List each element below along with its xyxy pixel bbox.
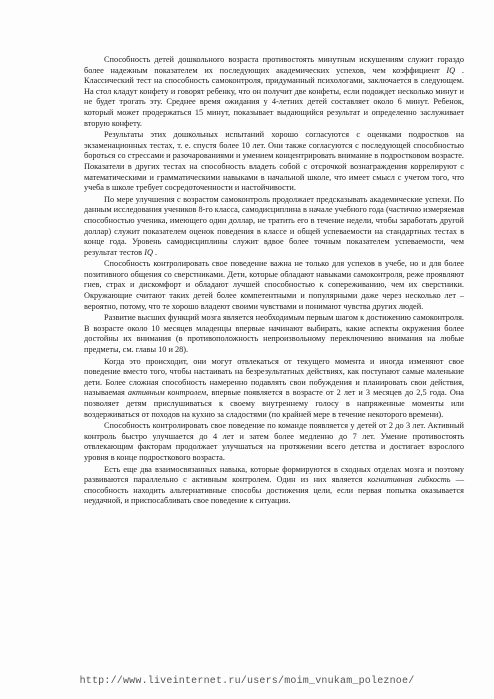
document-body	[84, 55, 464, 508]
paragraph: Способность контролировать свое поведение важна не только для успехов в учебе, но и для более позитивного общения со сверстниками. Дети, которые обладают навыками самоконтроля, реже проявляют гнев, страх и дискомфорт и обладают лучшей способностью к сопереживанию, чем их сверстники. Окружающие считают таких детей более компетентными и популярными даже через несколько лет – вероятно, потому, что те хорошо владеют своими чувствами и понимают чувства других людей.	[84, 259, 464, 311]
paragraph: Результаты этих дошкольных испытаний хорошо согласуются с оценками подростков на экзаменационных тестах, т. е. спустя более 10 лет. Они также согласуются с последующей способностью бороться со стрессами и разочарованиями и умением концентрировать внимание в подростковом возрасте. Показатели в других тестах на способность владеть собой с отсрочкой вознаграждения коррелируют с математическими и грамматическими навыками в начальной школе, что имеет смысл с учетом того, что учеба в школе требует сосредоточенности и настойчивости.	[84, 130, 464, 193]
paragraph: Способность контролировать свое поведение по команде появляется у детей от 2 до 3 лет. Активный контроль быстро улучшается до 4 лет и затем более медленно до 7 лет. Умение противостоять отвлекающим факторам продолжает улучшаться на протяжении всего детства и достигает взрослого уровня в конце подросткового возраста.	[84, 421, 464, 462]
paragraph: Развитие высших функций мозга является необходимым первым шагом к достижению самоконтроля. В возрасте около 10 месяцев младенцы впервые начинают выбирать, какие аспекты окружения более достойны их внимания (в противоположность непроизвольному переключению внимания на любые предметы, см. главы 10 и 28).	[84, 313, 464, 355]
source-url[interactable]: http://www.liveinternet.ru/users/moim_vnukam_poleznoe/	[79, 676, 415, 687]
paragraph: Когда это происходит, они могут отвлекаться от текущего момента и иногда изменяют свое поведение вместо того, чтобы настаивать на безрезультатных действиях, как поступают самые маленькие дети. Более сложная способность намеренно подавлять свои побуждения и планировать свои действия, называемая активным контролем, впервые появляется в возрасте от 2 лет и 3 месяцев до 2,5 года. Она позволяет детям прислушиваться к своему внутреннему голосу в напряженные моменты или воздерживаться от походов на кухню за сладостями (по крайней мере в течение некоторого времени).	[84, 356, 464, 419]
paragraph: Есть еще два взаимосвязанных навыка, которые формируются в сходных отделах мозга и поэтому развиваются параллельно с активным контролем. Один из них является когнитивная гибкость — способность находить альтернативные способы достижения цели, если первая попытка оказывается неудачной, и приспосабливать свое поведение к ситуации.	[84, 464, 465, 506]
paragraph: Способность детей дошкольного возраста противостоять минутным искушениям служит гораздо более надежным показателем их последующих академических успехов, чем коэффициент IQ . Классический тест на способность самоконтроля, придуманный психологами, заключается в следующем. На стол кладут конфету и говорят ребенку, что он получит две конфеты, если подождет несколько минут и не будет трогать эту. Среднее время ожидания у 4-летних детей составляет около 6 минут. Ребенок, который может продержаться 15 минут, показывает выдающийся результат и определенно заслуживает вторую конфету.	[84, 55, 464, 128]
paragraph: По мере улучшения с возрастом самоконтроль продолжает предсказывать академические успехи. По данным исследования учеников 8-го класса, самодисциплина в начале учебного года (частично измеряемая способностью ученика, имеющего один доллар, не тратить его в течение недели, чтобы заработать другой доллар) служит показателем оценок поведения в классе и общей успеваемости на стандартных тестах в конце года. Уровень самодисциплины служит вдвое более точным показателем успеваемости, чем результат тестов IQ .	[84, 194, 465, 257]
